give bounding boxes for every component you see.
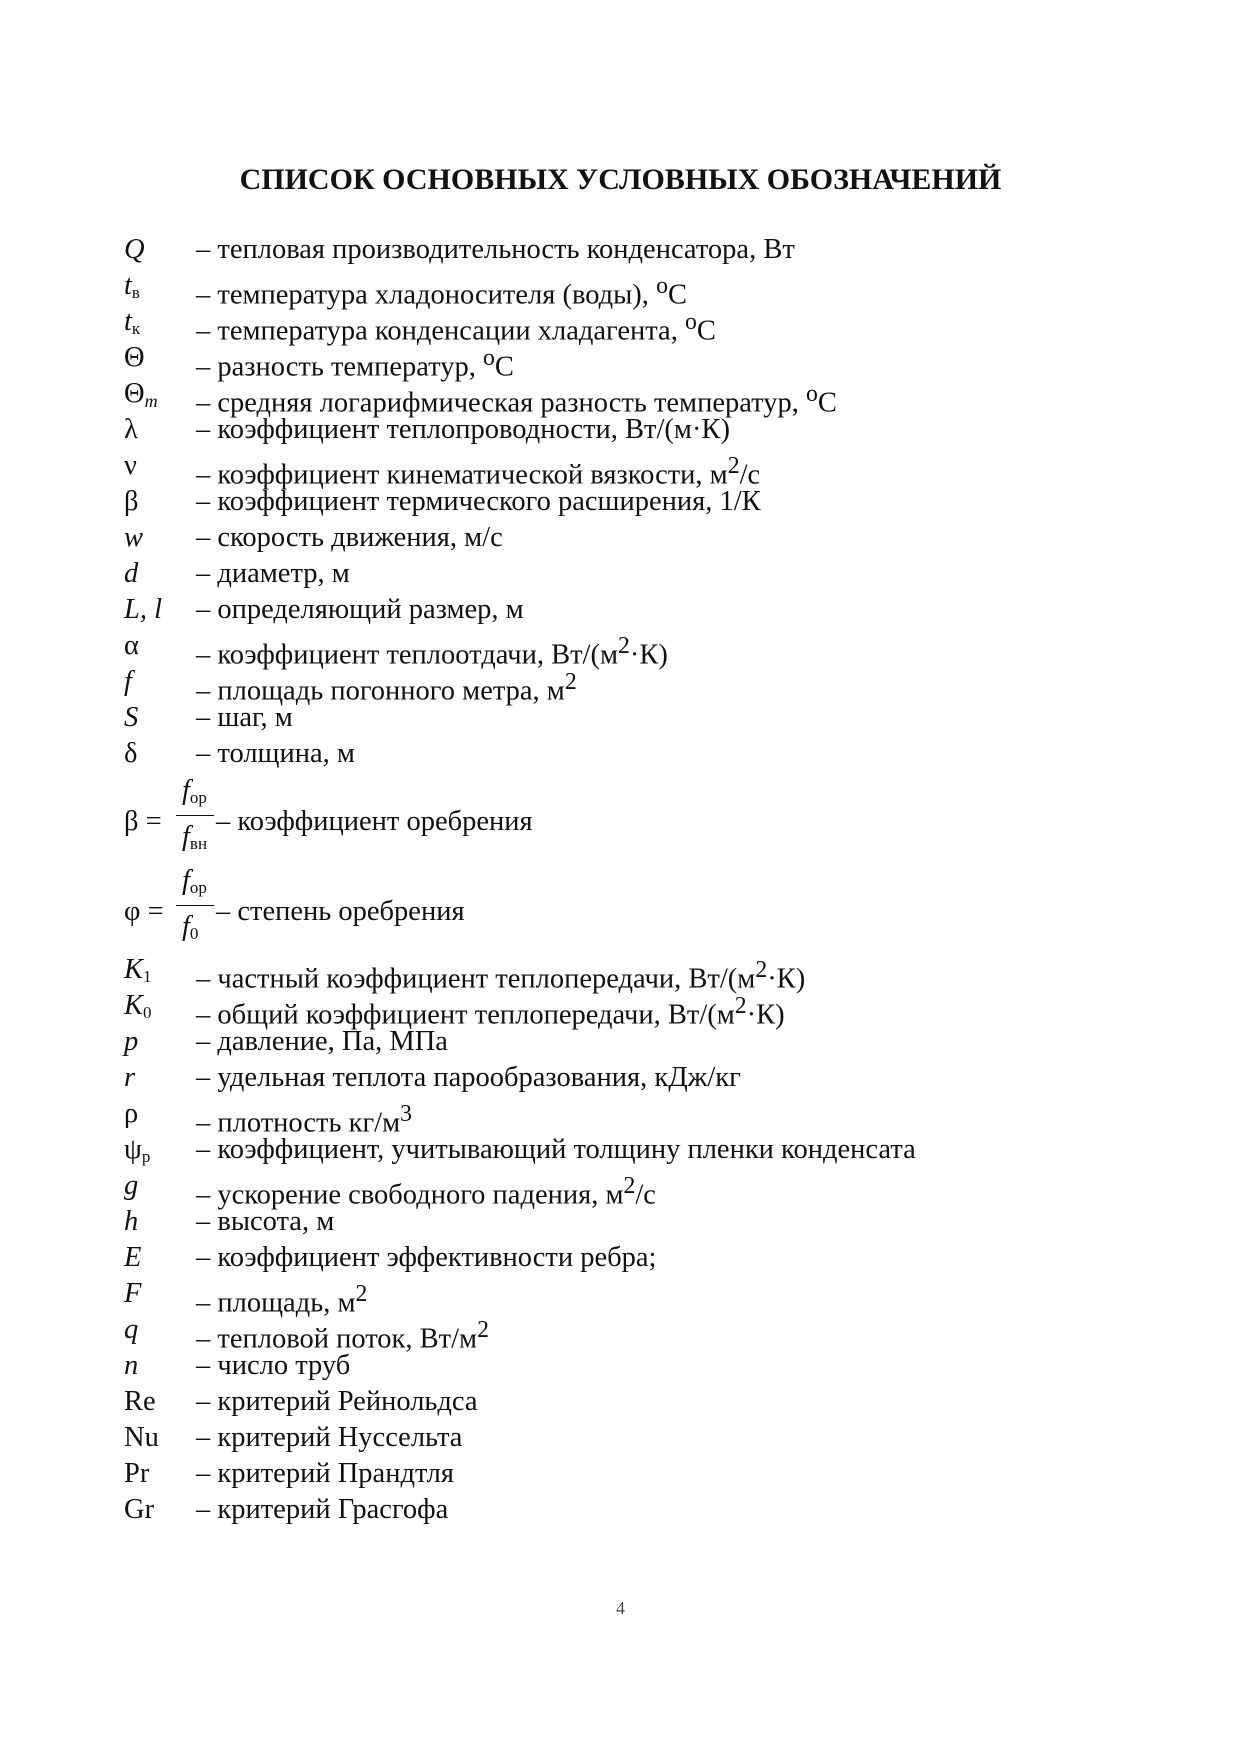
description-text: – давление, Па, МПа [196,1026,448,1057]
formula-lhs: β = [124,806,162,837]
symbol [124,232,196,268]
symbol [124,1420,196,1456]
symbol-description [196,1348,350,1384]
page-number: 4 [616,1598,625,1618]
symbol-description [196,1492,448,1528]
symbol [124,448,196,484]
formula-lhs: φ = [124,896,164,927]
denominator-letter: f [182,911,190,942]
description-text: – коэффициент теплоотдачи, Вт/(м [196,639,618,671]
description-text: – коэффициент теплопроводности, Вт/(м·К) [196,414,730,445]
symbol-description [196,1240,656,1276]
fraction-bar [176,905,214,906]
symbol-description [196,484,761,520]
symbol-letter: E [124,1242,142,1273]
numerator-subscript: ор [189,788,207,807]
symbol-description [196,736,355,772]
description-text: – площадь, м [196,1287,356,1319]
symbol-letter: f [124,666,132,697]
symbol [124,592,196,628]
symbol-letter: Θ [124,342,145,373]
symbol-row [124,1384,1184,1420]
symbol-description [196,520,503,556]
symbol-description [196,1420,462,1456]
unit-text: C [817,387,837,419]
symbol [124,736,196,772]
symbol-row [124,1348,1184,1384]
symbol-letter: w [124,522,144,553]
symbol-row [124,304,1184,347]
symbol [124,1492,196,1528]
symbol-letter: Gr [124,1494,155,1525]
symbol-row [124,1276,1184,1319]
symbol-description [196,1060,741,1096]
description-text: – определяющий размер, м [196,594,524,625]
symbol-row [124,988,1184,1031]
description-text: – критерий Грасгофа [196,1494,449,1525]
fraction [176,864,216,948]
unit-text: /с [635,1179,656,1211]
symbol-letter: Q [124,234,145,265]
symbol-row [124,592,1184,628]
superscript: 2 [564,669,577,695]
formula-row [124,772,1184,862]
denominator-letter: f [182,821,190,852]
symbol-row [124,1024,1184,1060]
symbol-row [124,556,1184,592]
symbol-letter: g [124,1170,139,1201]
symbol-subscript: к [131,319,141,338]
symbol [124,1240,196,1276]
degree-mark: o [483,345,495,371]
symbol-row [124,1204,1184,1240]
description-text: – коэффициент кинематической вязкости, м [196,459,728,491]
symbol-row [124,1312,1184,1355]
symbol [124,664,196,700]
description-text: – площадь погонного метра, м [196,675,565,707]
symbol-list [124,232,1184,1528]
superscript: 2 [755,957,768,983]
symbol-subscript: р [141,1147,151,1166]
fraction-bar [176,815,214,816]
unit-text: C [667,279,687,311]
symbol-letter: t [124,306,132,337]
superscript: 2 [477,1317,489,1343]
symbol-row [124,520,1184,556]
symbol-letter: α [124,630,139,661]
symbol [124,556,196,592]
symbol-description [196,1456,454,1492]
symbol-letter: q [124,1314,139,1345]
symbol-letter: r [124,1062,136,1093]
symbol [124,1096,196,1132]
symbol-row [124,628,1184,671]
description-text: – удельная теплота парообразования, кДж/кг [196,1062,741,1093]
symbol-description [196,592,524,628]
symbol-description [196,700,293,736]
superscript: 2 [623,1173,636,1199]
fraction-denominator [182,910,198,951]
symbol-letter: n [124,1350,139,1381]
superscript: 2 [734,993,747,1019]
description-text: – коэффициент термического расширения, 1/К [196,486,761,517]
unit-text: C [494,351,514,383]
description-text: – коэффициент, учитывающий толщину пленки конденсата [196,1134,916,1165]
description-text: – ускорение свободного падения, м [196,1179,624,1211]
superscript: 2 [727,453,740,479]
symbol-letter: S [124,702,139,733]
symbol [124,1024,196,1060]
symbol-letter: δ [124,738,138,769]
fraction-numerator [182,864,207,905]
formula-description: – коэффициент оребрения [216,806,533,837]
description-text: – шаг, м [196,702,293,733]
symbol [124,1312,196,1348]
symbol-letter: ρ [124,1098,139,1129]
symbol-row [124,952,1184,995]
description-text: – тепловой поток, Вт/м [196,1323,478,1355]
symbol-description [196,1384,478,1420]
symbol-row [124,700,1184,736]
degree-mark: o [656,273,668,299]
formula-row [124,862,1184,952]
superscript: 2 [355,1281,368,1307]
symbol-row [124,664,1184,707]
symbol [124,520,196,556]
symbol-row [124,340,1184,383]
description-text: – общий коэффициент теплопередачи, Вт/(м [196,999,735,1031]
description-text: – тепловая производительность конденсатора, Вт [196,234,795,265]
symbol-row [124,376,1184,419]
symbol [124,484,196,520]
description-text: – критерий Рейнольдса [196,1386,478,1417]
symbol [124,1168,196,1204]
symbol-row [124,1420,1184,1456]
symbol-row [124,412,1184,448]
description-text: – средняя логарифмическая разность температур, [196,387,806,419]
description-text: – толщина, м [196,738,355,769]
page-title: СПИСОК ОСНОВНЫХ УСЛОВНЫХ ОБОЗНАЧЕНИЙ [239,163,1002,196]
symbol-description [196,556,350,592]
unit-text: /с [739,459,761,491]
denominator-subscript: вн [189,834,208,853]
description-text: – разность температур, [196,351,484,383]
symbol [124,1276,196,1312]
symbol-letter: Re [124,1386,156,1417]
symbol-row [124,232,1184,268]
symbol-letter: Nu [124,1422,159,1453]
symbol-description [196,1024,448,1060]
symbol-row [124,1168,1184,1211]
description-text: – диаметр, м [196,558,350,589]
symbol-subscript: в [131,283,140,302]
symbol [124,1456,196,1492]
symbol-letter: λ [124,414,138,445]
degree-mark: o [684,309,697,335]
description-text: – коэффициент эффективности ребра; [196,1242,657,1273]
description-text: – критерий Прандтля [196,1458,455,1489]
numerator-letter: f [182,865,190,896]
fraction-denominator [182,820,207,861]
degree-mark: o [805,381,818,407]
symbol [124,1348,196,1384]
symbol [124,628,196,664]
unit-text: ·К) [746,999,785,1031]
symbol-letter: h [124,1206,139,1237]
symbol-letter: K [124,990,144,1021]
unit-text: C [696,315,716,347]
numerator-letter: f [182,775,190,806]
symbol-letter: β [124,486,139,517]
symbol-row [124,1060,1184,1096]
symbol-subscript: 0 [143,1003,152,1022]
symbol-subscript: 1 [143,967,152,986]
symbol-description [196,1132,916,1168]
symbol-letter: L, l [124,594,163,625]
superscript: 3 [400,1101,412,1127]
symbol-letter: Θ [124,378,145,409]
symbol-row [124,1132,1184,1168]
description-text: – критерий Нуссельта [196,1422,463,1453]
symbol [124,700,196,736]
superscript: 2 [617,633,630,659]
symbol-letter: p [124,1026,139,1057]
symbol [124,1384,196,1420]
description-text: – плотность кг/м [196,1107,401,1139]
symbol [124,340,196,376]
symbol-description [196,1204,334,1240]
numerator-subscript: ор [189,878,207,897]
symbol-row [124,1096,1184,1139]
symbol-letter: F [124,1278,142,1309]
symbol-letter: K [124,954,144,985]
description-text: – высота, м [196,1206,335,1237]
symbol [124,1204,196,1240]
symbol-description [196,232,795,268]
denominator-subscript: 0 [189,924,199,943]
fraction [176,774,216,858]
formula-description: – степень оребрения [216,896,465,927]
symbol-row [124,736,1184,772]
description-text: – число труб [196,1350,351,1381]
symbol-description [196,412,730,448]
description-text: – температура хладоносителя (воды), [196,279,657,311]
symbol-row [124,448,1184,491]
symbol-row [124,268,1184,311]
symbol-letter: ν [124,450,137,481]
symbol-row [124,1492,1184,1528]
symbol-letter: ψ [124,1134,142,1165]
symbol-letter: Pr [124,1458,150,1489]
symbol-letter: d [124,558,139,589]
symbol-row [124,484,1184,520]
unit-text: ·К) [629,639,668,671]
symbol [124,412,196,448]
symbol-subscript: m [144,391,158,411]
unit-text: ·К) [767,963,806,995]
description-text: – частный коэффициент теплопередачи, Вт/(м [196,963,756,995]
fraction-numerator [182,774,207,815]
symbol [124,1060,196,1096]
symbol-row [124,1456,1184,1492]
description-text: – скорость движения, м/с [196,522,503,553]
symbol-row [124,1240,1184,1276]
symbol-letter: t [124,270,132,301]
description-text: – температура конденсации хладагента, [196,315,685,347]
